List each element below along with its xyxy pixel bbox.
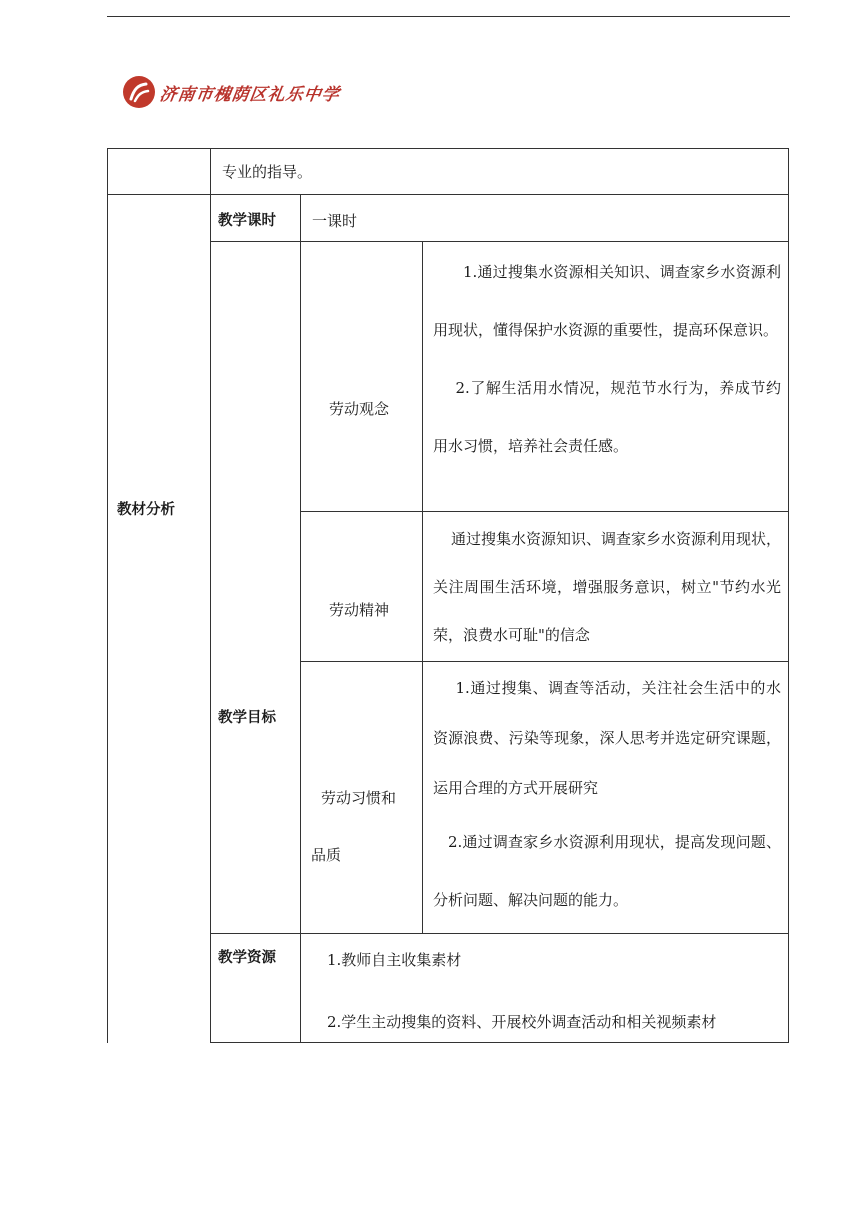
goal-content-labor-concept bbox=[433, 243, 781, 475]
goals-label: 教学目标 bbox=[218, 710, 276, 726]
goal-item: 2.通过调查家乡水资源利用现状，提高发现问题、分析问题、解决问题的能力。 bbox=[433, 833, 781, 909]
goal-content-labor-spirit bbox=[433, 511, 781, 659]
school-name: 济南市槐荫区礼乐中学 bbox=[158, 84, 342, 105]
resource-item: 1.教师自主收集素材 bbox=[327, 951, 462, 969]
goal-item: 2.了解生活用水情况，规范节水行为，养成节约用水习惯，培养社会责任感。 bbox=[433, 379, 781, 455]
header-rule bbox=[107, 16, 790, 17]
goal-content-labor-habit bbox=[433, 661, 781, 929]
goal-label-labor-habit-line2: 品质 bbox=[311, 846, 342, 864]
school-emblem-icon bbox=[122, 75, 156, 109]
goal-item: 1.通过搜集、调查等活动，关注社会生活中的水资源浪费、污染等现象，深人思考并选定研究课题，运用合理的方式开展研究 bbox=[433, 679, 781, 797]
lesson-table bbox=[107, 148, 789, 1043]
hours-value: 一课时 bbox=[312, 212, 358, 230]
goal-label-labor-concept: 劳动观念 bbox=[329, 400, 390, 418]
goal-item: 通过搜集水资源知识、调查家乡水资源利用现状，关注周围生活环境，增强服务意识，树立"节约水光荣，浪费水可耻"的信念 bbox=[433, 530, 782, 644]
school-logo bbox=[122, 74, 340, 110]
goal-label-labor-habit-line1: 劳动习惯和 bbox=[321, 789, 397, 807]
resource-item: 2.学生主动搜集的资料、开展校外调查活动和相关视频素材 bbox=[327, 1013, 717, 1031]
goal-label-labor-spirit: 劳动精神 bbox=[329, 601, 390, 619]
hours-label: 教学课时 bbox=[218, 213, 276, 229]
section-label: 教材分析 bbox=[117, 502, 175, 518]
resources-label: 教学资源 bbox=[218, 950, 276, 966]
goal-item: 1.通过搜集水资源相关知识、调查家乡水资源利用现状，懂得保护水资源的重要性，提高环保意识。 bbox=[433, 263, 781, 339]
continuation-text: 专业的指导。 bbox=[222, 163, 313, 181]
